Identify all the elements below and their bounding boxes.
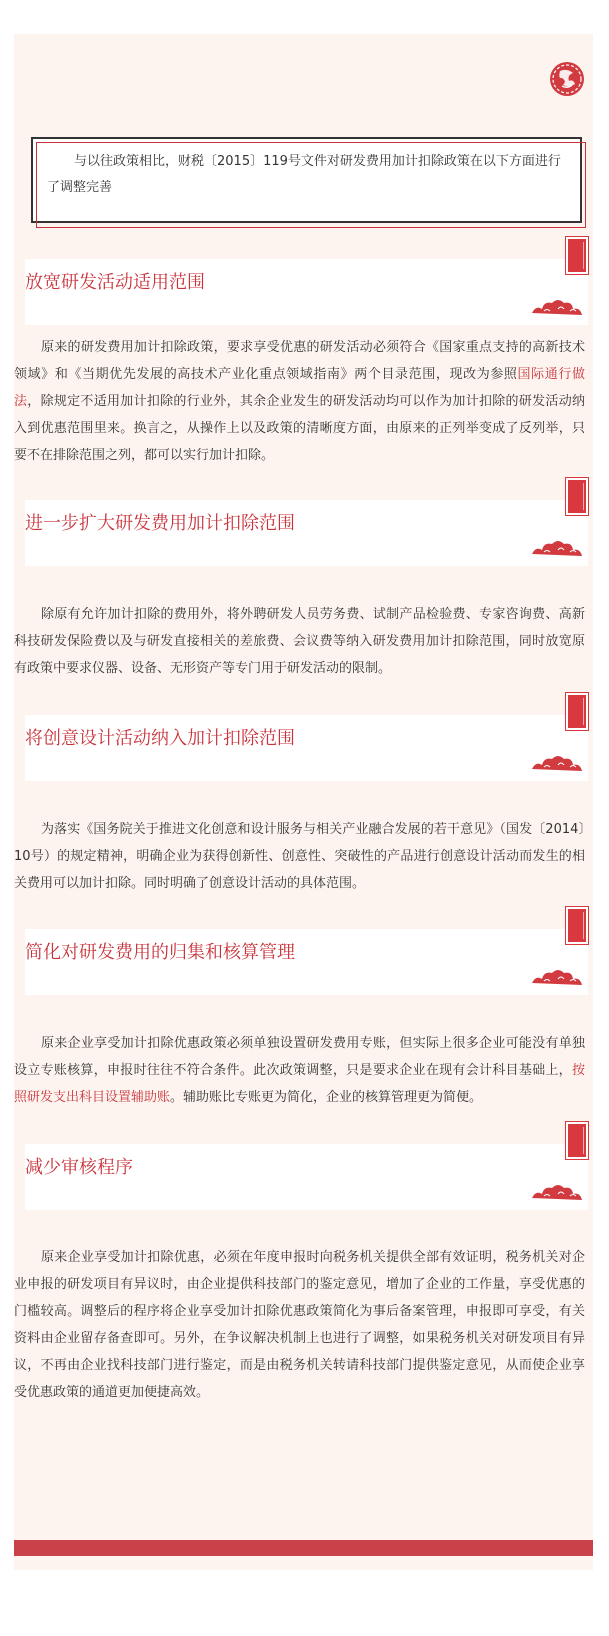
section-body-paragraph xyxy=(14,1244,585,1406)
heading-tab-decoration xyxy=(566,478,588,515)
section-heading-card xyxy=(25,500,588,566)
section-title: 进一步扩大研发费用加计扣除范围 xyxy=(25,513,295,534)
section-heading-card xyxy=(25,715,588,781)
cloud-ornament-icon xyxy=(530,1182,586,1202)
heading-tab-decoration xyxy=(566,693,588,730)
paragraph-text: ，除规定不适用加计扣除的行业外，其余企业发生的研发活动均可以作为加计扣除的研发活动纳入到优惠范围里来。换言之，从操作上以及政策的清晰度方面，由原来的正列举变成了反列举，只要不在排除范围之列，都可以实行加计扣除。 xyxy=(14,394,585,463)
heading-tab-decoration xyxy=(566,237,588,274)
cloud-ornament-icon xyxy=(530,967,586,987)
cloud-ornament-icon xyxy=(530,297,586,317)
section-heading-card xyxy=(25,929,588,995)
highlighted-phrase: 国际通行做法 xyxy=(14,367,585,409)
paragraph-text: 原来企业享受加计扣除优惠，必须在年度申报时向税务机关提供全部有效证明，税务机关对企业申报的研发项目有异议时，由企业提供科技部门的鉴定意见，增加了企业的工作量，享受优惠的门槛较高。调整后的程序将企业享受加计扣除优惠政策简化为事后备案管理，申报即可享受，有关资料由企业留存备查即可。另外，在争议解决机制上也进行了调整，如果税务机关对研发项目有异议，不再由企业找科技部门进行鉴定，而是由税务机关转请科技部门提供鉴定意见，从而使企业享受优惠政策的通道更加便捷高效。 xyxy=(14,1250,585,1400)
section-title: 简化对研发费用的归集和核算管理 xyxy=(25,942,295,963)
highlighted-phrase: 按照研发支出科目设置辅助账 xyxy=(14,1063,585,1105)
section-body-paragraph xyxy=(14,1030,585,1111)
cloud-ornament-icon xyxy=(530,538,586,558)
section-body-paragraph xyxy=(14,601,585,682)
seal-stamp-icon xyxy=(548,60,586,98)
paragraph-text: 。辅助账比专账更为简化，企业的核算管理更为简便。 xyxy=(170,1090,483,1105)
paragraph-text: 原来企业享受加计扣除优惠政策必须单独设置研发费用专账，但实际上很多企业可能没有单独设立专账核算，申报时往往不符合条件。此次政策调整，只是要求企业在现有会计科目基础上， xyxy=(14,1036,585,1078)
section-title: 减少审核程序 xyxy=(25,1157,133,1178)
footer-bar xyxy=(14,1540,593,1556)
section-heading-card xyxy=(25,1144,588,1210)
section-title: 将创意设计活动纳入加计扣除范围 xyxy=(25,728,295,749)
paragraph-text: 为落实《国务院关于推进文化创意和设计服务与相关产业融合发展的若干意见》（国发〔2014〕10号）的规定精神，明确企业为获得创新性、创意性、突破性的产品进行创意设计活动而发生的相关费用可以加计扣除。同时明确了创意设计活动的具体范围。 xyxy=(14,822,585,891)
paragraph-text: 除原有允许加计扣除的费用外，将外聘研发人员劳务费、试制产品检验费、专家咨询费、高新科技研发保险费以及与研发直接相关的差旅费、会议费等纳入研发费用加计扣除范围，同时放宽原有政策中要求仪器、设备、无形资产等专门用于研发活动的限制。 xyxy=(14,607,585,676)
heading-tab-decoration xyxy=(566,907,588,944)
section-title: 放宽研发活动适用范围 xyxy=(25,272,205,293)
section-body-paragraph xyxy=(14,816,585,897)
intro-text: 与以往政策相比，财税〔2015〕119号文件对研发费用加计扣除政策在以下方面进行了调整完善 xyxy=(47,154,561,195)
paragraph-text: 原来的研发费用加计扣除政策，要求享受优惠的研发活动必须符合《国家重点支持的高新技术领域》和《当期优先发展的高技术产业化重点领域指南》两个目录范围，现改为参照 xyxy=(14,340,585,382)
intro-box xyxy=(31,137,582,223)
cloud-ornament-icon xyxy=(530,753,586,773)
heading-tab-decoration xyxy=(566,1122,588,1159)
section-heading-card xyxy=(25,259,588,325)
section-body-paragraph xyxy=(14,334,585,469)
